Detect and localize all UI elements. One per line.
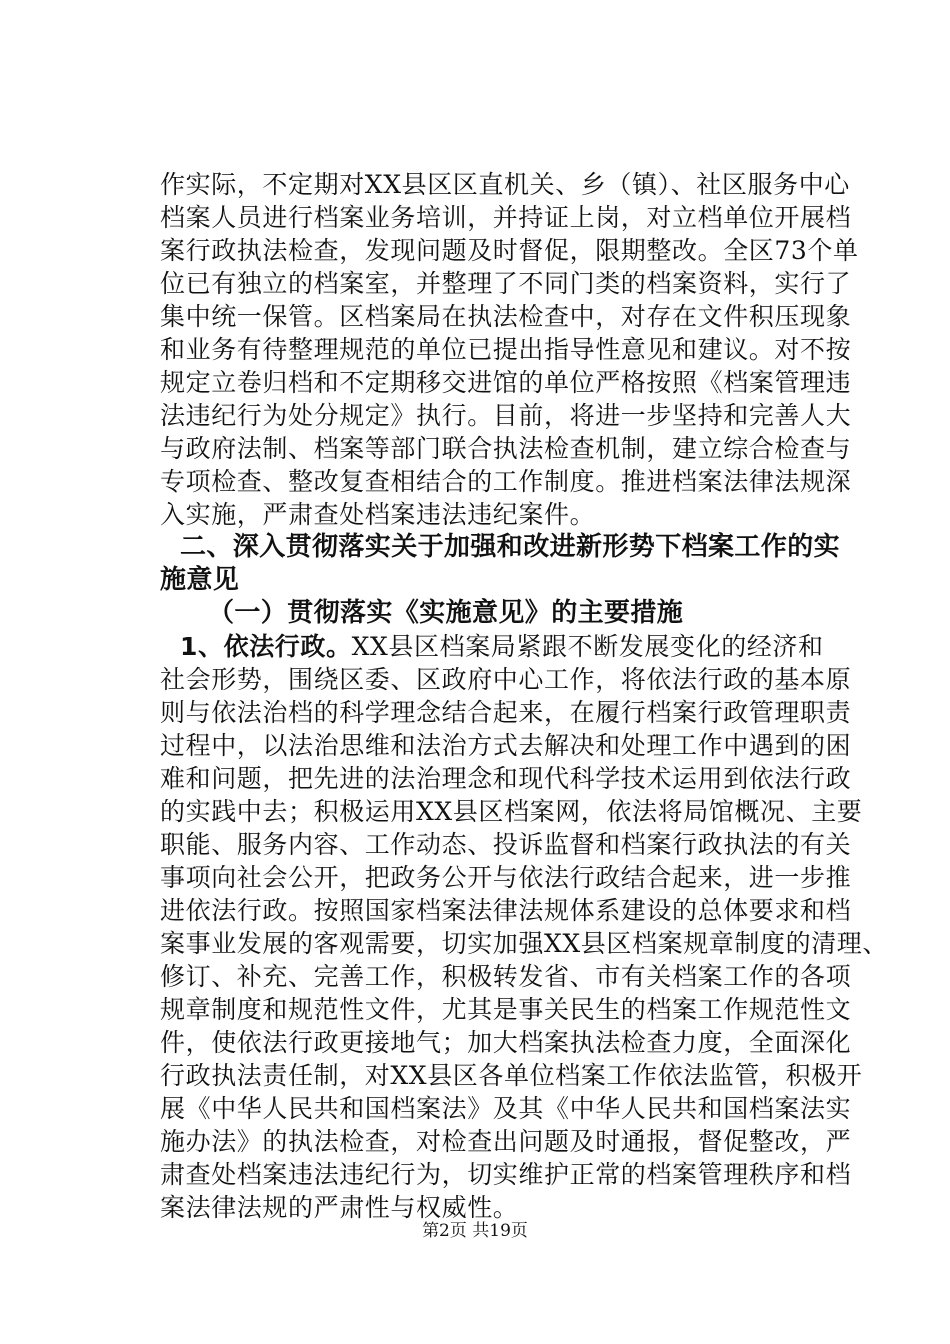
text-line: 与政府法制、档案等部门联合执法检查机制，建立综合检查与: [160, 434, 852, 463]
section-heading: [160, 531, 841, 597]
heading-line: 二、深入贯彻落实关于加强和改进新形势下档案工作的实: [180, 532, 841, 562]
page-number: 第2页 共19页: [422, 1221, 528, 1241]
text-line: 过程中，以法治思维和法治方式去解决和处理工作中遇到的困: [160, 731, 852, 760]
subsection-heading: （一）贯彻落实《实施意见》的主要措施: [208, 598, 684, 628]
text-line: 集中统一保管。区档案局在执法检查中，对存在文件积压现象: [160, 302, 852, 331]
item-first-line-text: XX县区档案局紧跟不断发展变化的经济和: [351, 632, 824, 661]
text-line: 案行政执法检查，发现问题及时督促，限期整改。全区73个单: [160, 236, 859, 265]
item-lead: 1、依法行政。: [180, 632, 352, 661]
heading-line: 施意见: [160, 565, 240, 595]
page-footer: [0, 1216, 950, 1241]
text-line: 和业务有待整理规范的单位已提出指导性意见和建议。对不按: [160, 335, 852, 364]
text-line: 行政执法责任制，对XX县区各单位档案工作依法监管，积极开: [160, 1061, 863, 1090]
text-line: 规章制度和规范性文件，尤其是事关民生的档案工作规范性文: [160, 995, 852, 1024]
text-line: 肃查处档案违法违纪行为，切实维护正常的档案管理秩序和档: [160, 1160, 852, 1189]
item-first-line: [160, 630, 832, 663]
paragraph-item-1: [160, 630, 888, 1224]
text-line: 则与依法治档的科学理念结合起来，在履行档案行政管理职责: [160, 698, 852, 727]
text-line: 法违纪行为处分规定》执行。目前，将进一步坚持和完善人大: [160, 401, 852, 430]
text-line: 规定立卷归档和不定期移交进馆的单位严格按照《档案管理违: [160, 368, 852, 397]
text-line: 位已有独立的档案室，并整理了不同门类的档案资料，实行了: [160, 269, 852, 298]
text-line: 案法律法规的严肃性与权威性。: [160, 1193, 519, 1222]
text-line: 件，使依法行政更接地气；加大档案执法检查力度，全面深化: [160, 1028, 852, 1057]
text-line: 职能、服务内容、工作动态、投诉监督和档案行政执法的有关: [160, 830, 852, 859]
text-line: 事项向社会公开，把政务公开与依法行政结合起来，进一步推: [160, 863, 852, 892]
paragraph-1: [160, 168, 859, 531]
text-line: 社会形势，围绕区委、区政府中心工作，将依法行政的基本原: [160, 665, 852, 694]
text-line: 案事业发展的客观需要，切实加强XX县区档案规章制度的清理、: [160, 929, 888, 958]
text-line: 修订、补充、完善工作，积极转发省、市有关档案工作的各项: [160, 962, 852, 991]
text-line: 作实际，不定期对XX县区区直机关、乡（镇）、社区服务中心: [160, 170, 850, 199]
text-line: 施办法》的执法检查，对检查出问题及时通报，督促整改，严: [160, 1127, 852, 1156]
text-line: 难和问题，把先进的法治理念和现代科学技术运用到依法行政: [160, 764, 852, 793]
document-body: [160, 168, 888, 1224]
text-line: 档案人员进行档案业务培训，并持证上岗，对立档单位开展档: [160, 203, 852, 232]
text-line: 的实践中去；积极运用XX县区档案网，依法将局馆概况、主要: [160, 797, 863, 826]
text-line: 进依法行政。按照国家档案法律法规体系建设的总体要求和档: [160, 896, 852, 925]
text-line: 入实施，严肃查处档案违法违纪案件。: [160, 500, 596, 529]
text-line: 展《中华人民共和国档案法》及其《中华人民共和国档案法实: [160, 1094, 852, 1123]
text-line: 专项检查、整改复查相结合的工作制度。推进档案法律法规深: [160, 467, 852, 496]
